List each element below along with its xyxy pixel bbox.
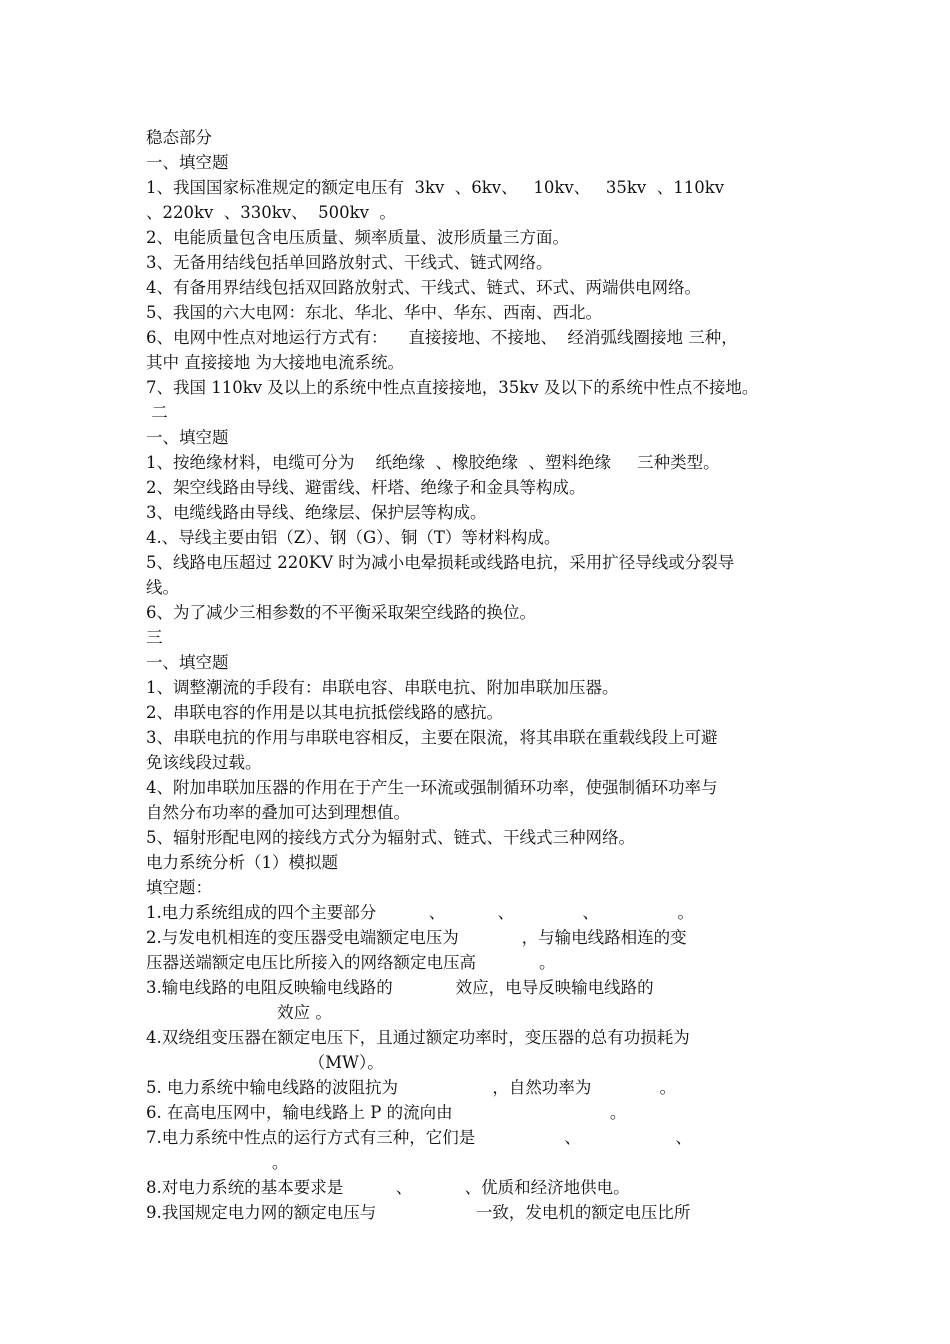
text-line: 6. 在高电压网中，输电线路上 P 的流向由 。 — [146, 1103, 627, 1122]
text-line: 4.、导线主要由铝（Z）、钢（G）、铜（T）等材料构成。 — [146, 528, 561, 547]
text-line: 5、线路电压超过 220KV 时为减小电晕损耗或线路电抗，采用扩径导线或分裂导 — [146, 553, 735, 572]
section-heading: 二 — [146, 403, 168, 422]
text-line: 3、无备用结线包括单回路放射式、干线式、链式网络。 — [146, 253, 553, 272]
text-line: 6、为了减少三相参数的不平衡采取架空线路的换位。 — [146, 603, 536, 622]
text-line: 2、架空线路由导线、避雷线、杆塔、绝缘子和金具等构成。 — [146, 478, 586, 497]
text-line: 压器送端额定电压比所接入的网络额定电压高 。 — [146, 953, 556, 972]
text-line: 4.双绕组变压器在额定电压下，且通过额定功率时，变压器的总有功损耗为 — [146, 1028, 690, 1047]
subheading: 一、填空题 — [146, 153, 229, 172]
text-line: 4、附加串联加压器的作用在于产生一环流或强制循环功率，使强制循环功率与 — [146, 778, 718, 797]
text-line: 5、辐射形配电网的接线方式分为辐射式、链式、干线式三种网络。 — [146, 828, 635, 847]
text-line: 其中 直接接地 为大接地电流系统。 — [146, 353, 404, 372]
text-line: 2、串联电容的作用是以其电抗抵偿线路的感抗。 — [146, 703, 503, 722]
text-line: 。 — [146, 1153, 289, 1172]
section-heading: 电力系统分析（1）模拟题 — [146, 853, 338, 872]
subheading: 填空题： — [146, 878, 212, 897]
text-line: 5、我国的六大电网：东北、华北、华中、华东、西南、西北。 — [146, 303, 602, 322]
text-line: 效应 。 — [146, 1003, 332, 1022]
section-heading: 稳态部分 — [146, 128, 212, 147]
text-line: 自然分布功率的叠加可达到理想值。 — [146, 803, 410, 822]
text-line: 2、电能质量包含电压质量、频率质量、波形质量三方面。 — [146, 228, 569, 247]
text-line: 2.与发电机相连的变压器受电端额定电压为 ，与输电线路相连的变 — [146, 928, 687, 947]
text-line: 7、我国 110kv 及以上的系统中性点直接接地，35kv 及以下的系统中性点不接地。 — [146, 378, 759, 397]
text-line: 4、有备用界结线包括双回路放射式、干线式、链式、环式、两端供电网络。 — [146, 278, 701, 297]
text-line: 3、电缆线路由导线、绝缘层、保护层等构成。 — [146, 503, 487, 522]
text-line: 线。 — [146, 578, 179, 597]
text-line: 5. 电力系统中输电线路的波阻抗为 ，自然功率为 。 — [146, 1078, 677, 1097]
text-line: 7.电力系统中性点的运行方式有三种，它们是 、 、 — [146, 1128, 692, 1147]
text-line: 6、电网中性点对地运行方式有： 直接接地、不接地、 经消弧线圈接地 三种， — [146, 328, 738, 347]
text-line: 1、按绝缘材料，电缆可分为 纸绝缘 、橡胶绝缘 、塑料绝缘 三种类型。 — [146, 453, 720, 472]
text-line: 1.电力系统组成的四个主要部分 、 、 、 。 — [146, 903, 694, 922]
text-line: 1、调整潮流的手段有：串联电容、串联电抗、附加串联加压器。 — [146, 678, 619, 697]
text-line: 9.我国规定电力网的额定电压与 一致，发电机的额定电压比所 — [146, 1203, 691, 1222]
text-line: 8.对电力系统的基本要求是 、 、优质和经济地供电。 — [146, 1178, 630, 1197]
text-line: 3、串联电抗的作用与串联电容相反，主要在限流，将其串联在重载线段上可避 — [146, 728, 718, 747]
text-line: 免该线段过载。 — [146, 753, 262, 772]
text-line: 、220kv 、330kv、 500kv 。 — [146, 203, 396, 222]
text-line: （MW）。 — [146, 1053, 384, 1072]
text-line: 3.输电线路的电阻反映输电线路的 效应，电导反映输电线路的 — [146, 978, 654, 997]
subheading: 一、填空题 — [146, 428, 229, 447]
section-heading: 三 — [146, 628, 163, 647]
subheading: 一、填空题 — [146, 653, 229, 672]
text-line: 1、我国国家标准规定的额定电压有 3kv 、6kv、 10kv、 35kv 、110kv — [146, 178, 725, 197]
